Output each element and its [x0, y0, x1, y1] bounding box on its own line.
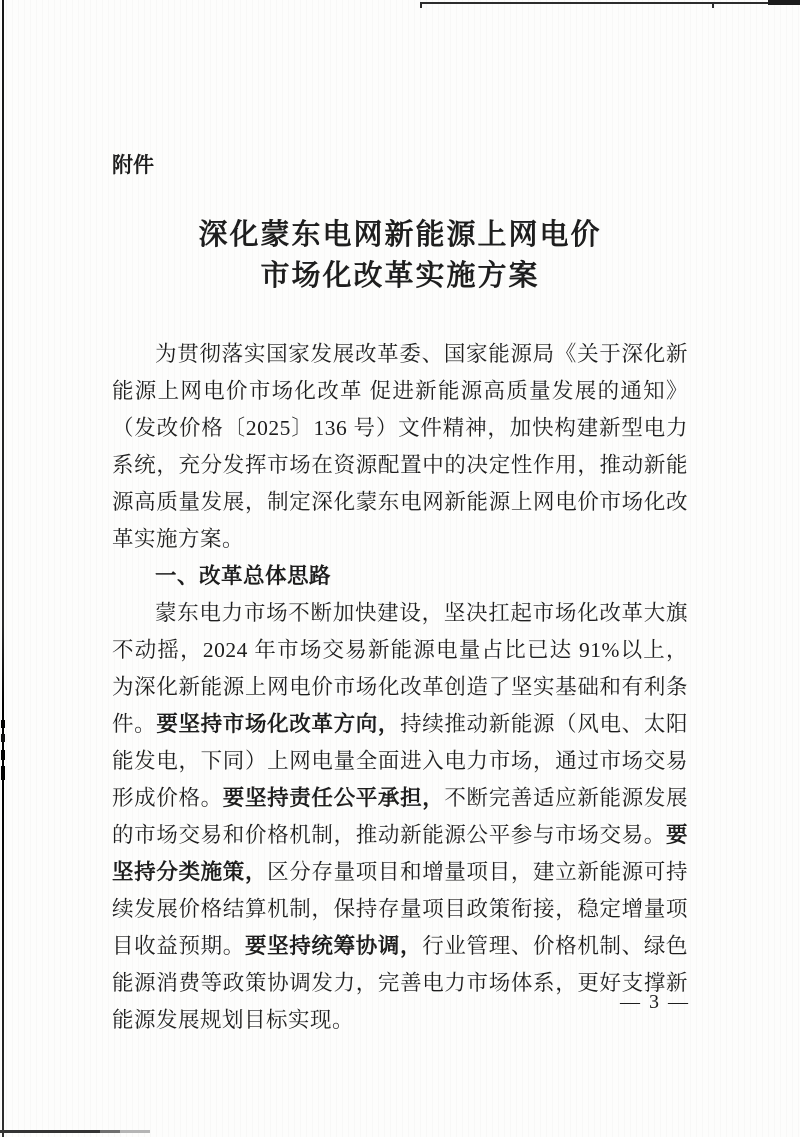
scan-edge-bottom-line: [0, 1130, 150, 1133]
section-1-heading: 一、改革总体思路: [155, 564, 332, 588]
text-segment: 行业管理、价格机制、绿色能源消费等政策协调发力，完善电力市场体系，更好支撑新能源发展规划目标实现。: [112, 934, 688, 1032]
emphasis-segment: 要坚持责任公平承担，: [222, 786, 445, 810]
scan-edge-top-line: [420, 2, 800, 4]
document-title: [112, 215, 688, 297]
section-1-paragraph: [112, 595, 688, 1039]
text-segment: 不断完善适应新能源发展的市场交易和价格机制，推动新能源公平参与市场交易。: [112, 786, 688, 847]
scan-edge-top-smudge: [768, 0, 800, 5]
scan-edge-top-tick: [712, 2, 714, 8]
document-title-line-2: 市场化改革实施方案: [260, 260, 540, 292]
text-segment: 蒙东电力市场不断加快建设，坚决扛起市场化改革大旗不动摇，2024 年市场交易新能源电量占比已达 91%以上，为深化新能源上网电价市场化改革创造了坚实基础和有利条件。: [112, 601, 688, 736]
text-segment: 持续推动新能源（风电、太阳能发电，下同）上网电量全面进入电力市场，通过市场交易形成价格。: [112, 712, 688, 810]
scan-edge-left-blotch: [1, 720, 5, 780]
attachment-label: 附件: [112, 154, 154, 177]
text-segment: 区分存量项目和增量项目，建立新能源可持续发展价格结算机制，保持存量项目政策衔接，稳定增量项目收益预期。: [112, 860, 688, 958]
scan-edge-left-line: [2, 0, 4, 1137]
document-body: [112, 336, 688, 1039]
emphasis-segment: 要坚持统筹协调，: [244, 934, 423, 958]
page-number: — 3 —: [620, 991, 690, 1013]
document-title-line-1: 深化蒙东电网新能源上网电价: [198, 219, 602, 251]
emphasis-segment: 要坚持市场化改革方向，: [156, 712, 401, 736]
intro-paragraph: 为贯彻落实国家发展改革委、国家能源局《关于深化新能源上网电价市场化改革 促进新能源高质量发展的通知》（发改价格〔2025〕136 号）文件精神，加快构建新型电力系统，充分发挥市场在资源配置中的决定性作用，推动新能源高质量发展，制定深化蒙东电网新能源上网电价市场化改革实施方案。: [112, 342, 688, 551]
scan-edge-top-tick: [420, 2, 422, 8]
emphasis-segment: 要坚持分类施策，: [112, 823, 688, 884]
